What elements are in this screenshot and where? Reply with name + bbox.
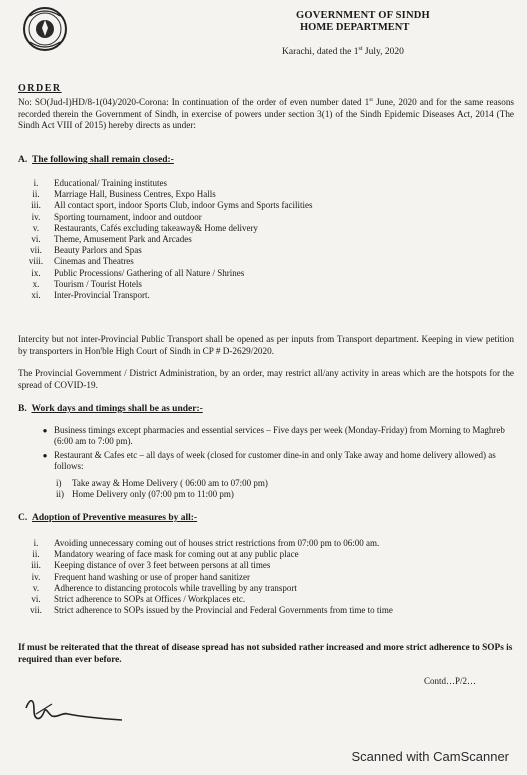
list-item-number: iv. bbox=[31, 211, 41, 222]
list-item-number: iv. bbox=[31, 571, 41, 582]
list-item-number: vi. bbox=[31, 234, 41, 245]
sub-list-text: Take away & Home Delivery ( 06:00 am to 07:00 pm) bbox=[72, 478, 268, 488]
department-name: HOME DEPARTMENT bbox=[300, 22, 410, 33]
list-item-text: Sporting tournament, indoor and outdoor bbox=[54, 211, 202, 222]
list-item-text: Tourism / Tourist Hotels bbox=[54, 278, 142, 289]
list-item-text: Mandatory wearing of face mask for coming out at any public place bbox=[54, 549, 299, 560]
list-item-text: Strict adherence to SOPs at Offices / Workplaces etc. bbox=[54, 594, 246, 605]
list-item-text: Adherence to distancing protocols while travelling by any transport bbox=[54, 582, 297, 593]
list-item: ● Business timings except pharmacies and essential services – Five days per week (Monday-Friday) from Morning to Maghreb (6:00 am to 7:00 pm). bbox=[42, 425, 505, 447]
list-item bbox=[18, 268, 498, 279]
sub-list-item bbox=[56, 489, 268, 500]
list-item bbox=[18, 223, 498, 234]
section-a-heading: A. The following shall remain closed:- bbox=[18, 155, 174, 165]
camscanner-watermark: Scanned with CamScanner bbox=[351, 749, 509, 764]
list-item-number: ix. bbox=[31, 267, 41, 278]
list-item-number: x. bbox=[32, 278, 40, 289]
list-item-text: Frequent hand washing or use of proper hand sanitizer bbox=[54, 571, 250, 582]
list-item bbox=[18, 549, 498, 560]
list-item-text: Inter-Provincial Transport. bbox=[54, 290, 150, 301]
list-item-number: iii. bbox=[31, 200, 41, 211]
list-item-number: vii. bbox=[30, 245, 42, 256]
list-item-text: Cinemas and Theatres bbox=[54, 256, 134, 267]
signature-icon bbox=[22, 694, 132, 728]
list-item bbox=[18, 245, 498, 256]
government-seal-icon bbox=[22, 6, 68, 52]
sub-list-number: i) bbox=[56, 478, 62, 488]
sub-list-item bbox=[56, 478, 268, 489]
list-item bbox=[18, 189, 498, 200]
list-item-number: ii. bbox=[32, 549, 40, 560]
list-item-text: Restaurants, Cafés excluding takeaway& Home delivery bbox=[54, 222, 258, 233]
list-item-text: Strict adherence to SOPs issued by the Provincial and Federal Governments from time to time bbox=[54, 605, 393, 616]
list-item: ● Restaurant & Cafes etc – all days of week (closed for customer dine-in and only Take away and home delivery allowed) as follows: bbox=[42, 449, 496, 472]
list-item bbox=[18, 200, 498, 211]
list-item-text: Keeping distance of over 3 feet between persons at all times bbox=[54, 560, 271, 571]
list-item bbox=[18, 594, 498, 605]
order-intro-paragraph: No: SO(Jud-I)HD/8-1(04)/2020-Corona: In continuation of the order of even number dated 1st June, 2020 and for the same reasons recorded therein the Government of Sindh, in exercise of powers under section 3(1) of the Sindh Epidemic Diseases Act, 2014 (The Sindh Act VIII of 2015) hereby directs as under: bbox=[18, 97, 514, 131]
continued-marker: Contd…P/2… bbox=[424, 676, 477, 686]
list-item-number: ii. bbox=[32, 189, 40, 200]
list-item-number: iii. bbox=[31, 560, 41, 571]
section-b-sub-list bbox=[56, 478, 268, 501]
section-c-heading: C. Adoption of Preventive measures by all:- bbox=[18, 513, 198, 523]
list-item bbox=[18, 538, 498, 549]
list-item-text: Theme, Amusement Park and Arcades bbox=[54, 234, 192, 245]
list-item-number: vi. bbox=[31, 594, 41, 605]
list-item-text: Avoiding unnecessary coming out of houses strict restrictions from 07:00 pm to 06:00 am. bbox=[54, 538, 380, 548]
list-item bbox=[18, 560, 498, 571]
list-item bbox=[18, 572, 498, 583]
intercity-transport-paragraph: Intercity but not inter-Provincial Public Transport shall be opened as per inputs from Transport department. Keeping in view petition by transporters in Hon'ble High Court of Sindh in CP # D-2629/2020. bbox=[18, 334, 514, 356]
list-item bbox=[18, 178, 498, 189]
sub-list-text: Home Delivery only (07:00 pm to 11:00 pm) bbox=[72, 489, 234, 500]
list-item-number: vii. bbox=[30, 605, 42, 616]
list-item-number: v. bbox=[32, 582, 40, 593]
list-item-number: viii. bbox=[28, 256, 44, 267]
list-item-text: Beauty Parlors and Spas bbox=[54, 245, 142, 256]
list-item-number: xi. bbox=[31, 290, 41, 301]
list-item-number: v. bbox=[32, 222, 40, 233]
list-item-number: i. bbox=[33, 538, 39, 548]
list-item bbox=[18, 212, 498, 223]
list-item bbox=[18, 279, 498, 290]
list-item bbox=[18, 234, 498, 245]
sub-list-number: ii) bbox=[56, 489, 64, 500]
section-b-heading: B. Work days and timings shall be as under:- bbox=[18, 404, 203, 414]
list-item bbox=[18, 290, 498, 301]
list-item-number: i. bbox=[33, 178, 39, 188]
district-restriction-paragraph: The Provincial Government / District Administration, by an order, may restrict all/any activity in areas which are the hotspots for the spread of COVID-19. bbox=[18, 368, 514, 390]
list-item-text: Public Processions/ Gathering of all Nature / Shrines bbox=[54, 267, 245, 278]
list-item-text: Educational/ Training institutes bbox=[54, 178, 167, 188]
section-c-list bbox=[18, 538, 498, 616]
list-item-text: All contact sport, indoor Sports Club, indoor Gyms and Sports facilities bbox=[54, 200, 313, 211]
list-item-text: Marriage Hall, Business Centres, Expo Halls bbox=[54, 189, 216, 200]
closing-note: If must be reiterated that the threat of disease spread has not subsided rather increased and more strict adherence to SOPs is required than ever before. bbox=[18, 643, 513, 665]
list-item bbox=[18, 583, 498, 594]
list-item bbox=[18, 256, 498, 267]
government-title: GOVERNMENT OF SINDH bbox=[296, 10, 430, 21]
section-a-list bbox=[18, 178, 498, 301]
order-heading: ORDER bbox=[18, 83, 62, 94]
order-date: Karachi, dated the 1st July, 2020 bbox=[282, 46, 404, 58]
section-b-bullets bbox=[36, 425, 506, 475]
list-item bbox=[18, 605, 498, 616]
